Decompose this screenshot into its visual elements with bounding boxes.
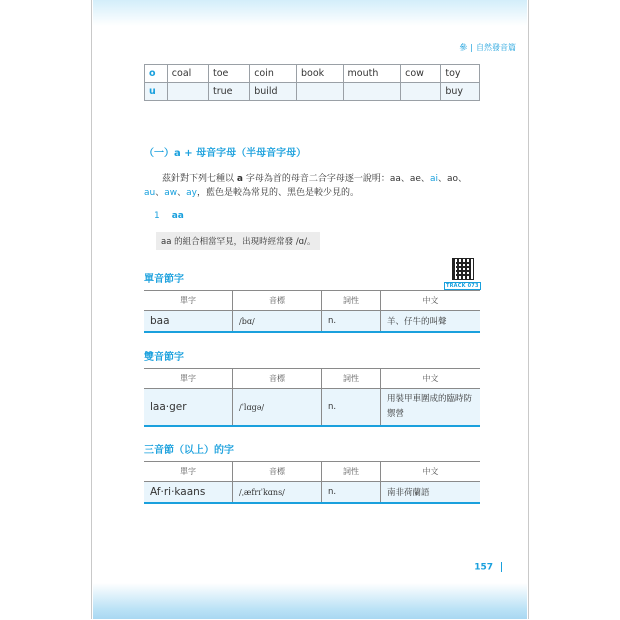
table-cell <box>401 83 441 101</box>
digraph-au: au <box>144 188 156 198</box>
qr-code-icon[interactable] <box>452 258 474 280</box>
word-cell: laa·ger <box>144 389 233 427</box>
section-heading: 單音節字 <box>144 274 184 285</box>
section-heading: 雙音節字 <box>144 352 184 363</box>
page-number <box>474 562 502 573</box>
table-cell: true <box>209 83 250 101</box>
pos-cell: n. <box>322 311 381 333</box>
bottom-band <box>93 583 527 619</box>
table-cell <box>343 83 401 101</box>
intro-paragraph <box>144 172 484 200</box>
table-cell: coal <box>167 65 208 83</box>
table-row <box>144 311 480 333</box>
table-row <box>144 482 480 504</box>
column-header: 詞性 <box>322 291 381 311</box>
table-cell: u <box>145 83 168 101</box>
note-box: aa 的組合相當罕見，出現時經常發 /ɑ/。 <box>156 232 320 250</box>
ipa-cell: /ˈlɑgə/ <box>233 389 322 427</box>
table-cell: mouth <box>343 65 401 83</box>
chapter-separator: | <box>470 43 473 52</box>
column-header: 詞性 <box>322 369 381 389</box>
para-text: 、 <box>155 188 165 198</box>
word-table <box>144 290 480 333</box>
digraph-ai: ai <box>429 174 438 184</box>
table-row <box>145 83 480 101</box>
para-letter: a <box>236 174 243 184</box>
table-header-row <box>144 291 480 311</box>
table-header-row <box>144 369 480 389</box>
table-header-row <box>144 462 480 482</box>
table-cell: toy <box>441 65 480 83</box>
table-cell <box>297 83 344 101</box>
table-cell <box>167 83 208 101</box>
column-header: 中文 <box>381 462 481 482</box>
word-table <box>144 368 480 427</box>
column-header: 音標 <box>233 291 322 311</box>
pos-cell: n. <box>322 482 381 504</box>
pos-cell: n. <box>322 389 381 427</box>
item-number: 1 <box>154 211 160 221</box>
ipa-cell: /ˌæfrɪˈkɑns/ <box>233 482 322 504</box>
digraph-ay: ay <box>186 188 197 198</box>
column-header: 中文 <box>381 369 481 389</box>
meaning-cell: 南非荷蘭語 <box>381 482 481 504</box>
meaning-cell: 用裝甲車圍成的臨時防禦營 <box>381 389 481 427</box>
book-page <box>91 0 529 619</box>
table-cell: build <box>250 83 297 101</box>
table-cell: o <box>145 65 168 83</box>
column-header: 單字 <box>144 369 233 389</box>
para-text: 、ao、 <box>437 174 467 184</box>
column-header: 中文 <box>381 291 481 311</box>
para-text: 茲針對下列七種以 <box>162 174 235 184</box>
table-cell: book <box>297 65 344 83</box>
table-cell: coin <box>250 65 297 83</box>
table-cell: toe <box>209 65 250 83</box>
page-number-bar <box>501 562 502 572</box>
chapter-number: 參 <box>459 43 468 52</box>
word-cell: Af·ri·kaans <box>144 482 233 504</box>
word-cell: baa <box>144 311 233 333</box>
item-label: aa <box>171 211 184 221</box>
chapter-header <box>459 42 516 53</box>
table-row <box>145 65 480 83</box>
section-heading: 三音節（以上）的字 <box>144 445 234 456</box>
digraph-aw: aw <box>164 188 178 198</box>
column-header: 單字 <box>144 462 233 482</box>
ipa-cell: /bɑ/ <box>233 311 322 333</box>
section-title: （一）a + 母音字母（半母音字母） <box>144 148 307 159</box>
table-row <box>144 389 480 427</box>
letter-example-table <box>144 64 480 101</box>
word-table <box>144 461 480 504</box>
column-header: 音標 <box>233 462 322 482</box>
table-cell: buy <box>441 83 480 101</box>
chapter-title: 自然發音篇 <box>476 43 516 52</box>
meaning-cell: 羊、仔牛的叫聲 <box>381 311 481 333</box>
page-number-text: 157 <box>474 562 493 573</box>
para-text: ，藍色是較為常見的、黑色是較少見的。 <box>197 188 360 198</box>
column-header: 單字 <box>144 291 233 311</box>
list-item <box>154 211 184 221</box>
para-text: 、 <box>177 188 187 198</box>
top-band <box>93 0 527 26</box>
column-header: 詞性 <box>322 462 381 482</box>
track-label: TRACK 073 <box>446 283 479 289</box>
column-header: 音標 <box>233 369 322 389</box>
para-text: 字母為首的母音二合字母逐一說明：aa、ae、 <box>245 174 430 184</box>
table-cell: cow <box>401 65 441 83</box>
